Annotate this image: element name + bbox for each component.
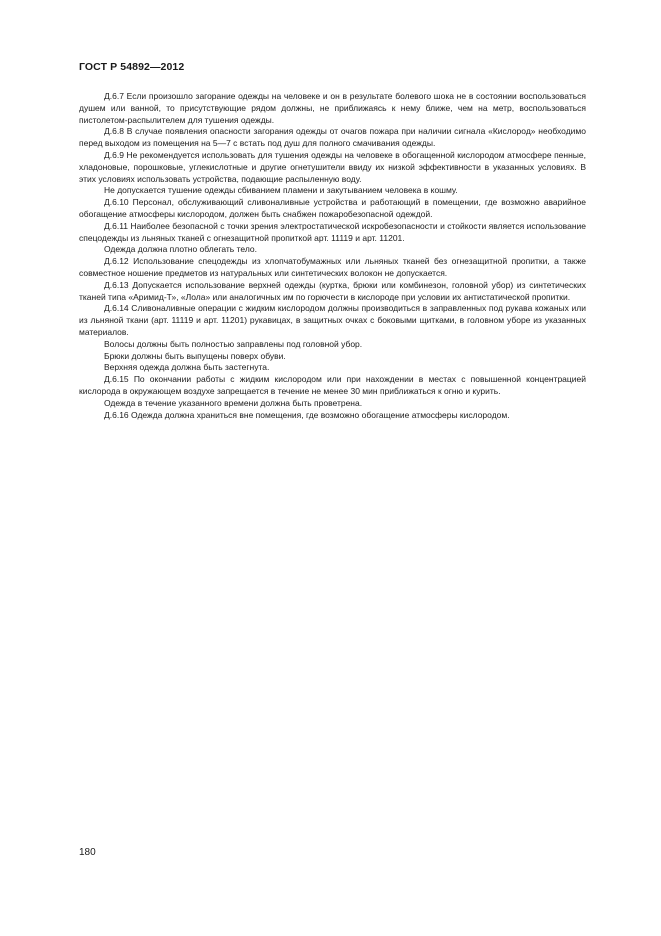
page-number: 180 <box>79 847 96 858</box>
paragraph-d-6-13: Д.6.13 Допускается использование верхней одежды (куртка, брюки или комбинезон, головной убор) из синтетических тканей типа «Аримид-Т», «Лола» или аналогичных им по горючести в кислороде при условии их антистатической пропитки. <box>79 279 586 302</box>
paragraph-d-6-14-trousers: Брюки должны быть выпущены поверх обуви. <box>104 350 286 361</box>
paragraph-d-6-7: Д.6.7 Если произошло загорание одежды на человеке и он в результате болевого шока не в состоянии воспользоваться душем или ванной, то присутствующие рядом должны, не приближаясь к нему ближе, чем на метр, воспользоваться пистолетом-распылителем для тушения одежды. <box>79 91 586 125</box>
paragraph-d-6-11-note: Одежда должна плотно облегать тело. <box>104 244 257 255</box>
document-header: ГОСТ Р 54892—2012 <box>79 61 185 73</box>
paragraph-d-6-10: Д.6.10 Персонал, обслуживающий сливоналивные устройства и работающий в помещении, где возможно аварийное обогащение атмосферы кислородом, должен быть снабжен пожаробезопасной одеждой. <box>79 197 586 219</box>
paragraph-d-6-9-note: Не допускается тушение одежды сбиванием пламени и закутыванием человека в кошму. <box>104 185 458 196</box>
paragraph-d-6-14-outerwear: Верхняя одежда должна быть застегнута. <box>104 362 270 373</box>
paragraph-d-6-9: Д.6.9 Не рекомендуется использовать для тушения одежды на человеке в обогащенной кислородом атмосфере пенные, хладоновые, порошковые, углекислотные и другие огнетушители ввиду их низкой эффективности в указанных условиях. В этих условиях использовать устройства, подающие распыленную воду. <box>79 149 586 184</box>
paragraph-d-6-16: Д.6.16 Одежда должна храниться вне помещения, где возможно обогащение атмосферы кислородом. <box>104 409 510 420</box>
paragraph-d-6-11: Д.6.11 Наиболее безопасной с точки зрения электростатической искробезопасности и стойкости является использование спецодежды из льняных тканей с огнезащитной пропиткой арт. 11119 и арт. 11201. <box>79 220 586 243</box>
paragraph-d-6-14: Д.6.14 Сливоналивные операции с жидким кислородом должны производиться в заправленных под рукава кожаных или из льняной ткани (арт. 11119 и арт. 11201) рукавицах, в защитных очках с боковыми щитками, в головном уборе из указанных материалов. <box>79 303 586 337</box>
paragraph-d-6-8: Д.6.8 В случае появления опасности загорания одежды от очагов пожара при наличии сигнала «Кислород» необходимо перед выходом из помещения на 5—7 с встать под душ для полного смачивания одежды. <box>79 126 586 149</box>
paragraph-d-6-15: Д.6.15 По окончании работы с жидким кислородом или при нахождении в местах с повышенной концентрацией кислорода в окружающем воздухе запрещается в течение не менее 30 мин приближаться к огню и курить. <box>79 374 586 396</box>
paragraph-d-6-15-note: Одежда в течение указанного времени должна быть проветрена. <box>104 397 363 408</box>
paragraph-d-6-14-hair: Волосы должны быть полностью заправлены под головной убор. <box>104 338 363 349</box>
paragraph-d-6-12: Д.6.12 Использование спецодежды из хлопчатобумажных или льняных тканей без огнезащитной пропитки, а также совместное ношение предметов из натуральных или синтетических волокон не допускается. <box>79 256 586 278</box>
document-body <box>79 91 586 421</box>
